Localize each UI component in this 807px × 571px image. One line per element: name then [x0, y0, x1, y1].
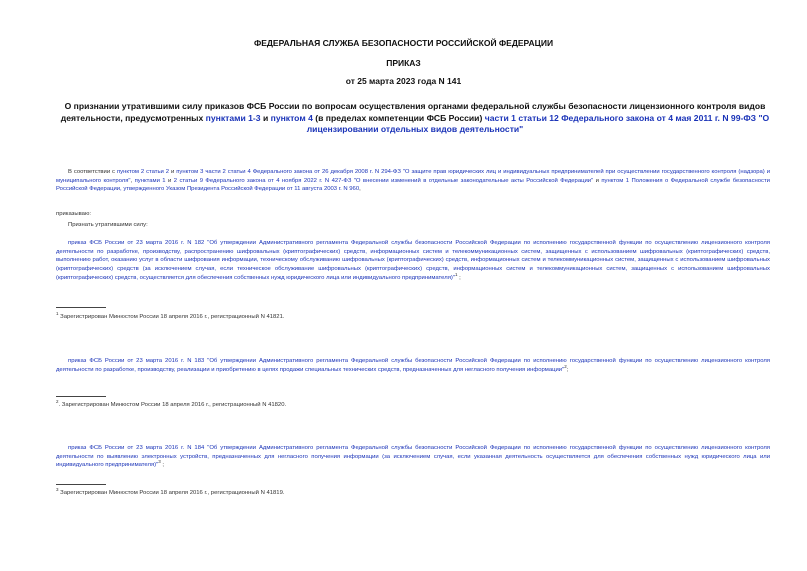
item-tail: ;: [566, 366, 569, 373]
preamble-link[interactable]: пунктами 1: [134, 177, 166, 184]
order-word: приказываю:: [56, 211, 92, 217]
title-link-item-4[interactable]: пунктом 4: [270, 112, 313, 123]
order-184-link[interactable]: приказ ФСБ России от 23 марта 2016 г. N 184 "Об утверждении Административного регламента Федеральной службы безопасности Российской Федерации по исполнению государственной функции по осуществлению лицензионного контроля деятельности по выявлению электронных устройств, предназначенных для негласного получения информации (за исключением случая, если указанная деятельность осуществляется для обеспечения собственных нужд юридического лица или индивидуального предпринимателя)": [56, 445, 770, 469]
preamble-link[interactable]: пунктом 3 части 2 статьи 4 Федерального закона от 26 декабря 2008 г. N 294-ФЗ "О защите прав юридических лиц и индивидуальных предпринимателей при осуществлении государственного контроля (надзора) и муниципального контроля": [56, 169, 770, 184]
order-183-link[interactable]: приказ ФСБ России от 23 марта 2016 г. N 183 "Об утверждении Административного регламента Федеральной службы безопасности Российской Федерации по исполнению государственной функции по осуществлению лицензионного контроля деятельности по разработке, производству, реализации и приобретению в целях продажи специальных технических средств, предназначенных для негласного получения информации": [56, 358, 770, 373]
footnote-divider: [56, 484, 106, 485]
order-182-link[interactable]: приказ ФСБ России от 23 марта 2016 г. N 182 "Об утверждении Административного регламента Федеральной службы безопасности Российской Федерации по исполнению государственной функции по осуществлению лицензионного контроля деятельности по разработке, производству, распространению шифровальных (криптографических) средств, информационных систем и телекоммуникационных систем, защищенных с использованием шифровальных (криптографических) средств, выполнению работ, оказанию услуг в области шифрования информации, техническому обслуживанию шифровальных (криптографических) средств, информационных систем и телекоммуникационных систем, защищенных с использованием шифровальных (криптографических) средств (за исключением случая, если техническое обслуживание шифровальных (криптографических) средств, информационных систем и телекоммуникационных систем, защищенных с использованием шифровальных (криптографических) средств, осуществляется для обеспечения собственных нужд юридического лица или индивидуального предпринимателя)": [56, 240, 770, 281]
item-tail: ;: [457, 274, 461, 281]
footnote-3: [56, 489, 285, 497]
title-text-2: и: [260, 112, 271, 123]
document-title: [56, 101, 774, 136]
repealed-order-182: [56, 239, 770, 283]
preamble-text: и: [169, 169, 177, 175]
title-link-items-1-3[interactable]: пунктами 1-3: [205, 112, 261, 123]
footnote-mark: 3: [56, 487, 59, 493]
title-link-law-99fz[interactable]: части 1 статьи 12 Федерального закона от 4 мая 2011 г. N 99-ФЗ "О лицензировании отдельных видов деятельности": [306, 112, 770, 134]
repealed-order-184: [56, 444, 770, 470]
footnote-text: Зарегистрирован Минюстом России 18 апреля 2016 г., регистрационный N 41819.: [60, 490, 285, 496]
preamble: [56, 168, 770, 194]
agency-heading: ФЕДЕРАЛЬНАЯ СЛУЖБА БЕЗОПАСНОСТИ РОССИЙСКОЙ ФЕДЕРАЦИИ: [253, 38, 554, 48]
footnote-divider: [56, 396, 106, 397]
preamble-text: В соответствии с: [68, 169, 117, 175]
footnote-1: [56, 313, 285, 321]
footnote-mark: 2: [56, 399, 59, 405]
recognize-line: Признать утратившими силу:: [68, 222, 148, 228]
title-text-3: (в пределах компетенции ФСБ России): [312, 112, 485, 123]
footnote-text: . Зарегистрирован Минюстом России 18 апреля 2016 г., регистрационный N 41820.: [58, 402, 287, 408]
item-tail: ;: [160, 462, 164, 469]
preamble-text: и: [165, 177, 174, 184]
date-number: от 25 марта 2023 года N 141: [345, 76, 462, 86]
repealed-order-183: [56, 357, 770, 374]
preamble-text: ,: [359, 186, 361, 193]
title-text-1: О признании утратившими силу приказов ФСБ России по вопросам осуществления органами федеральной службы безопасности лицензионного контроля видов деятельности, предусмотренных: [60, 101, 766, 123]
doc-type: ПРИКАЗ: [386, 58, 421, 68]
footnote-mark: 3: [158, 459, 161, 465]
footnote-mark: 1: [454, 271, 458, 277]
footnote-text: Зарегистрирован Минюстом России 18 апреля 2016 г., регистрационный N 41821.: [60, 314, 285, 320]
preamble-text: и: [593, 177, 602, 184]
footnote-2: [56, 401, 286, 409]
footnote-mark: 1: [56, 311, 59, 317]
preamble-link[interactable]: пунктом 1 Положения о Федеральной службе безопасности Российской Федерации, утвержденного Указом Президента Российской Федерации от 11 августа 2003 г. N 960: [56, 177, 770, 193]
preamble-link[interactable]: 2 статьи 9 Федерального закона от 4 ноября 2022 г. N 427-ФЗ "О внесении изменений в отдельные законодательные акты Российской Федерации": [173, 177, 594, 184]
footnote-divider: [56, 307, 106, 308]
preamble-text: ,: [130, 177, 135, 184]
footnote-mark: 2: [564, 363, 567, 369]
preamble-link[interactable]: пунктом 2 статьи 2: [116, 169, 170, 175]
